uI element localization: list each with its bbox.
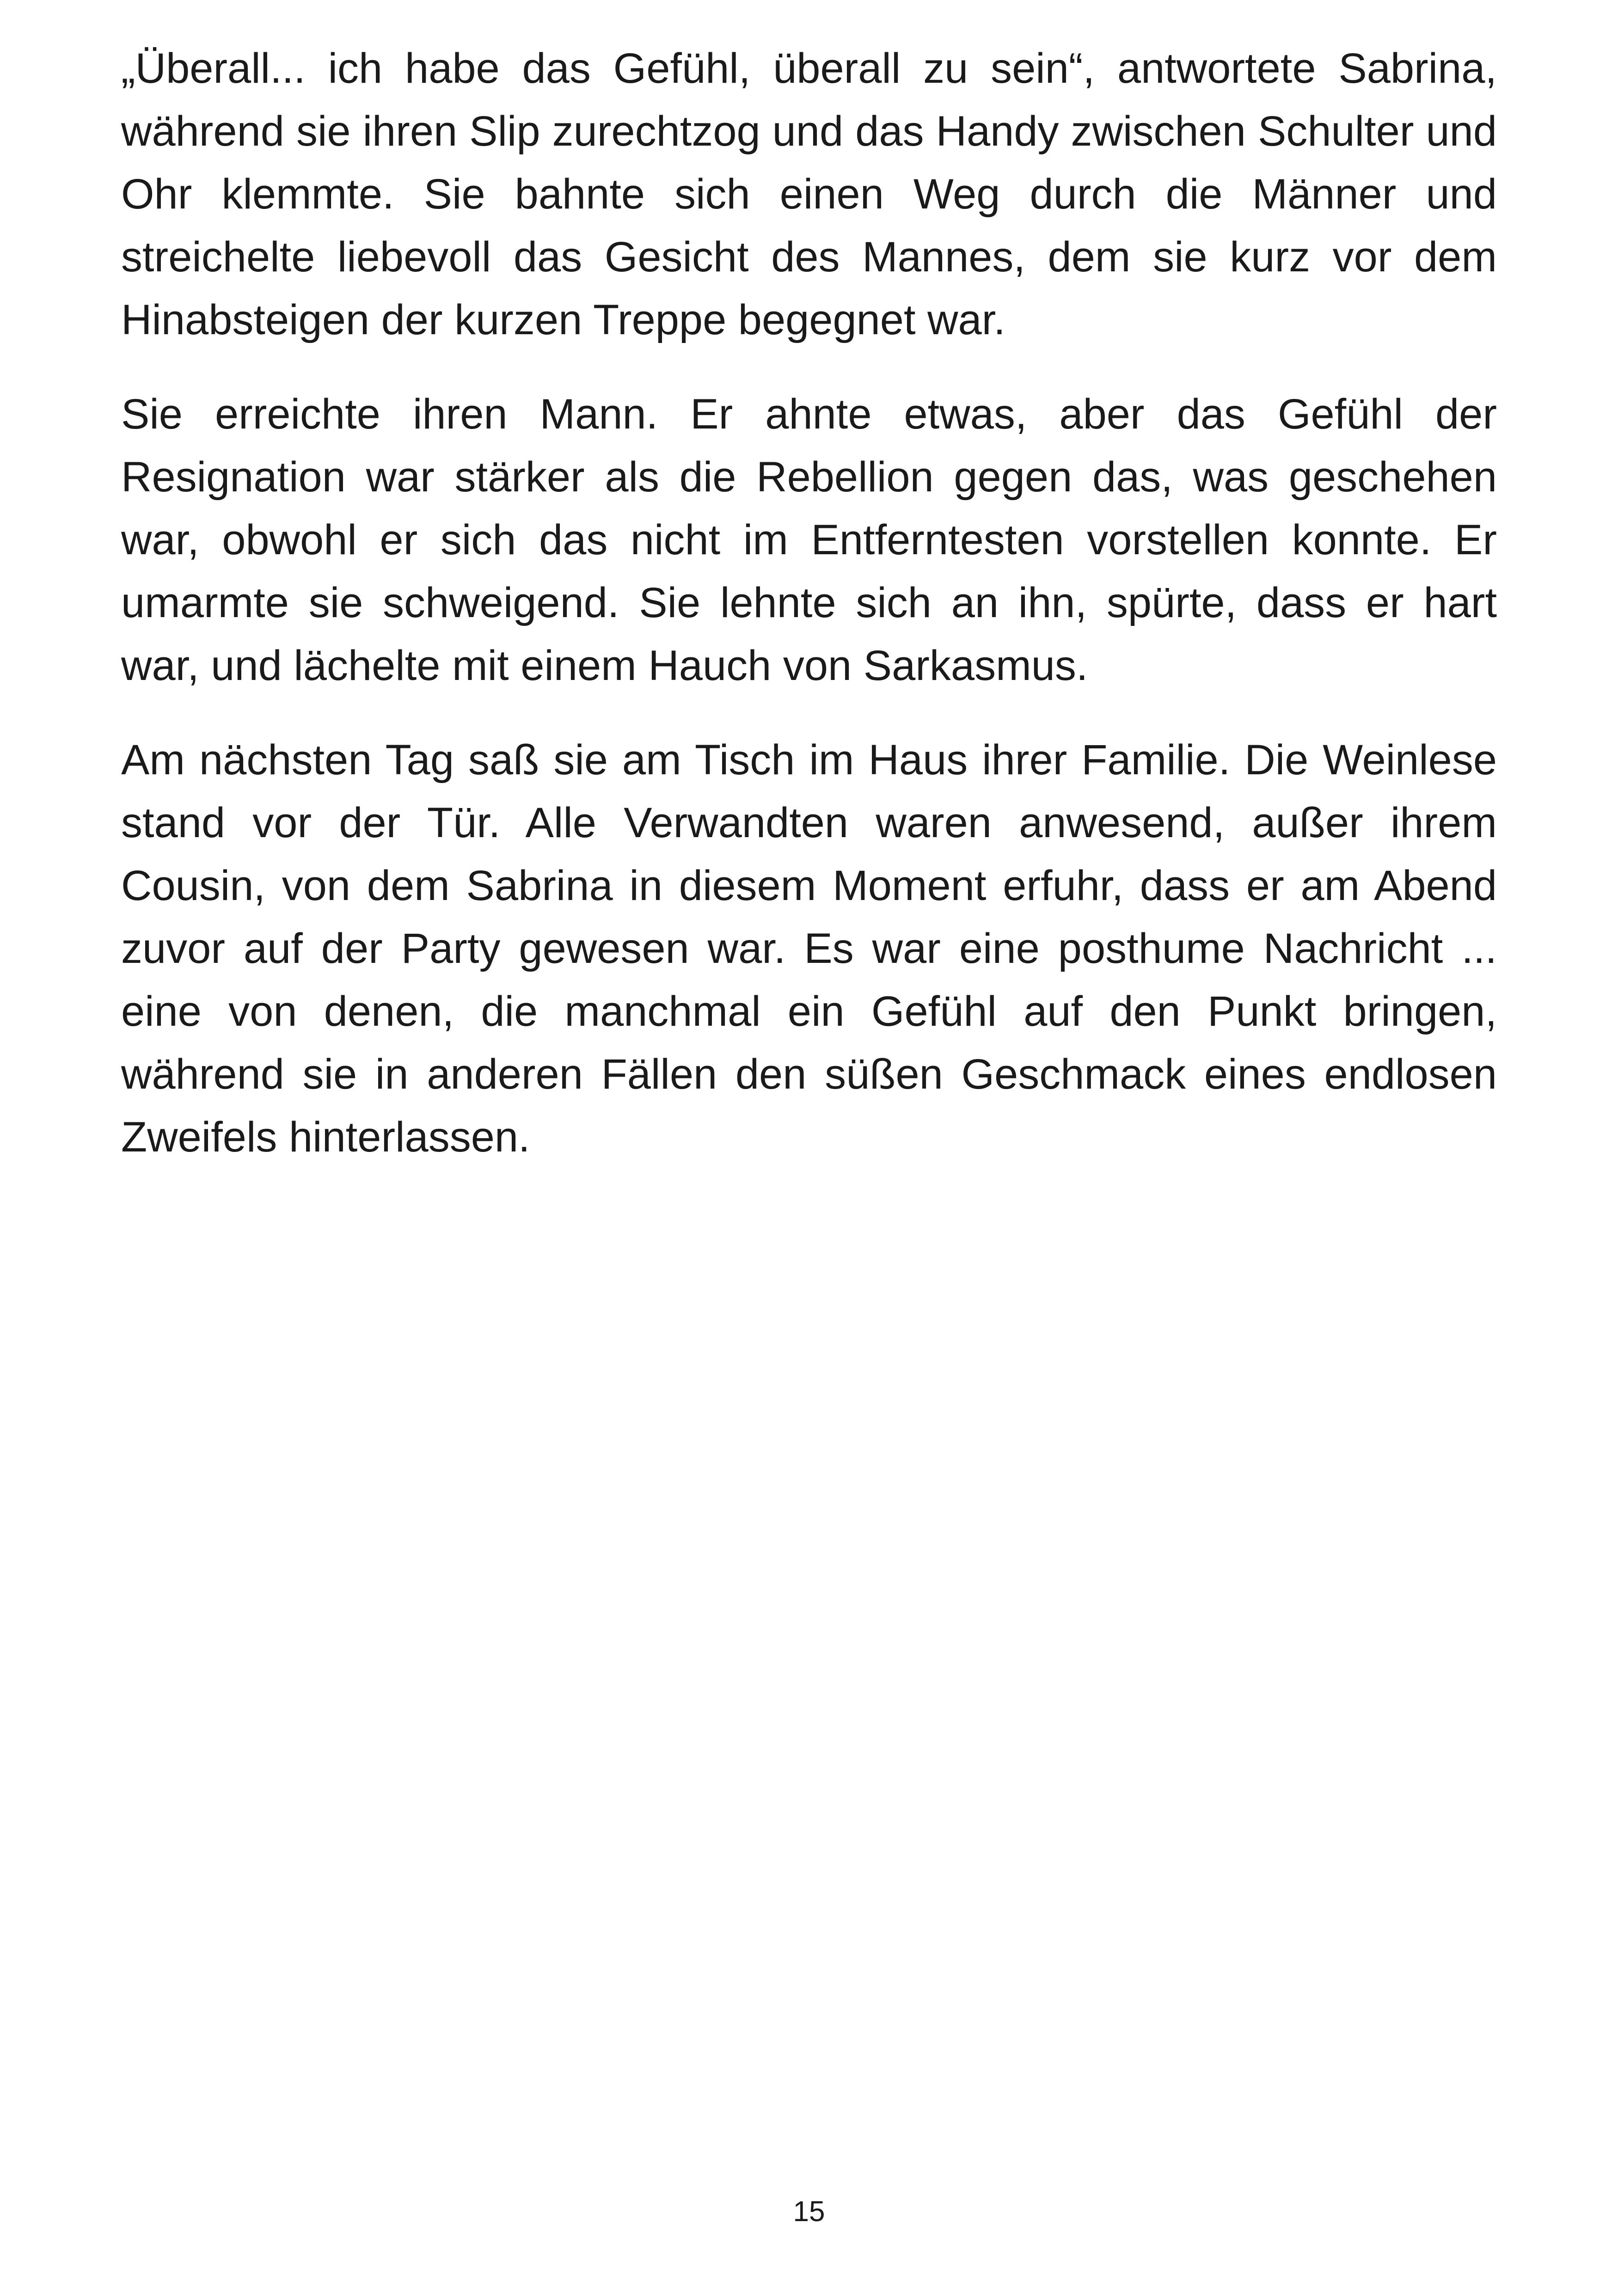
paragraph-3: Am nächsten Tag saß sie am Tisch im Haus ihrer Familie. Die Weinlese stand vor der Tür. Alle Verwandten waren anwesend, außer ihrem Cousin, von dem Sabrina in diesem Moment erfuhr, dass er am Abend zuvor auf der Party gewesen war. Es war eine posthume Nachricht ... eine von denen, die manchmal ein Gefühl auf den Punkt bringen, während sie in anderen Fällen den süßen Geschmack eines endlosen Zweifels hinterlassen.: [121, 736, 1497, 1161]
body-text: [121, 37, 1497, 1200]
page-number: 15: [793, 2196, 825, 2228]
paragraph-1: „Überall... ich habe das Gefühl, überall zu sein“, antwortete Sabrina, während sie ihren Slip zurechtzog und das Handy zwischen Schulter und Ohr klemmte. Sie bahnte sich einen Weg durch die Männer und streichelte liebevoll das Gesicht des Mannes, dem sie kurz vor dem Hinabsteigen der kurzen Treppe begegnet war.: [121, 45, 1497, 343]
paragraph-2: Sie erreichte ihren Mann. Er ahnte etwas, aber das Gefühl der Resignation war stärker als die Rebellion gegen das, was geschehen war, obwohl er sich das nicht im Entferntesten vorstellen konnte. Er umarmte sie schweigend. Sie lehnte sich an ihn, spürte, dass er hart war, und lächelte mit einem Hauch von Sarkasmus.: [121, 391, 1497, 689]
